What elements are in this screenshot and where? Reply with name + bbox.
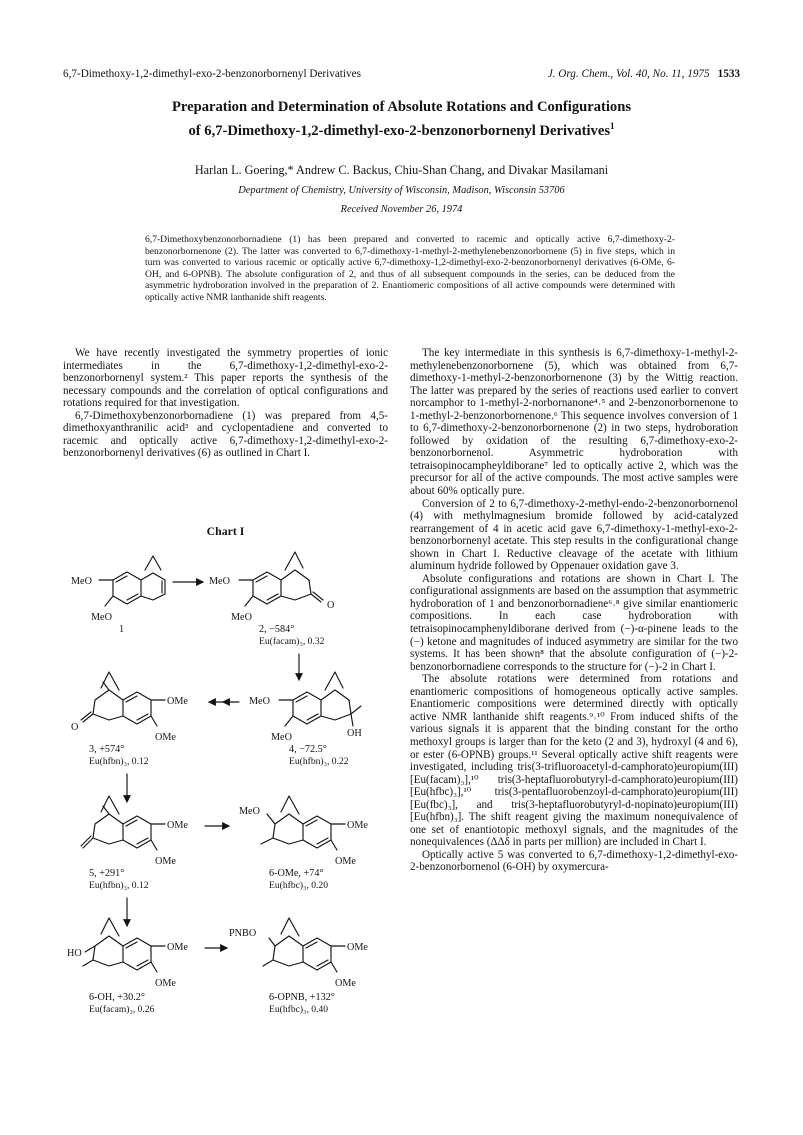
- compound-3-reagent: Eu(hfbn)₃, 0.12: [89, 756, 149, 767]
- compound-2-structure: [239, 552, 323, 606]
- compound-1-structure: [99, 556, 165, 606]
- meo-label: MeO: [271, 732, 292, 743]
- meo-label: MeO: [231, 612, 252, 623]
- meo-label: MeO: [71, 576, 92, 587]
- title-footnote-mark: 1: [610, 121, 615, 131]
- compound-5-reagent: Eu(hfbn)₃, 0.12: [89, 880, 149, 891]
- compound-6ome-label: 6-OMe, +74°: [269, 868, 324, 879]
- ome-label: OMe: [335, 856, 356, 867]
- ome-label: OMe: [167, 696, 188, 707]
- author-list: Harlan L. Goering,* Andrew C. Backus, Chiu-Shan Chang, and Divakar Masilamani: [194, 163, 609, 177]
- ome-label: OMe: [155, 978, 176, 989]
- paragraph: The absolute rotations were determined from rotations and enantiomeric compositions of homogeneous optically active samples. Enantiomeric compositions were determined directly with optically active NMR lanthanide shift reagents.⁹˒¹⁰ From induced shifts of the various signals it is apparent that the binding constant for the ortho methoxyl groups is larger than for the keto (2 and 3), hydroxyl (4 and 6), or ester (6-OPNB) groups.¹¹ Several optically active shift reagents were investigated, including tris(3-trifluoroacetyl-d-camphorato)europium(III) [Eu(facam)₃],¹⁰ tris(3-heptafluorobutyryl-d-camphorato)europium(III) [Eu(hfbc)₃],¹⁰ tris(3-pentafluorobenzoyl-d-camphorato)europium(III) [Eu(fbc)₃], and tris(3-heptafluorobutyryl-d-nopinato)europium(III) [Eu(hfbn)₃]. The shift reagent giving the maximum nonequivalence of one set of enantiotopic methoxyl signals, and the magnitudes of the nonequivalences (ΔΔδ in parts per million) are included in Chart I.: [410, 673, 738, 849]
- ome-label: OMe: [335, 978, 356, 989]
- paragraph: Absolute configurations and rotations are shown in Chart I. The configurational assignments are based on the assumption that asymmetric hydroboration of 1 and benzonorbornadiene⁶˒⁸ give similar enantiomeric compositions. In each case hydroboration with tetraisopinocamphenyldiborane derived from (−)-α-pinene leads to the (−) ketone and magnitudes of induced asymmetry are similar for the two systems. It has been shown⁸ that the absolute configuration of (−)-2-benzonorbornadiene corresponds to the structure for (−)-2 in Chart I.: [410, 572, 738, 673]
- o-label: O: [327, 600, 335, 611]
- o-label: O: [71, 722, 79, 733]
- running-head-journal: [548, 68, 740, 80]
- compound-1-label: 1: [119, 624, 125, 635]
- paragraph: 6,7-Dimethoxybenzonorbornadiene (1) was prepared from 4,5-dimethoxyanthranilic acid³ and cyclopentadiene and converted to racemic and optically active 6,7-dimethoxy-1,2-dimethyl-exo-2-benzonorbornenyl derivatives (6) as outlined in Chart I.: [63, 409, 388, 460]
- compound-5-label: 5, +291°: [89, 868, 125, 879]
- meo-label: MeO: [91, 612, 112, 623]
- paragraph: We have recently investigated the symmetry properties of ionic intermediates in the 6,7-dimethoxy-1,2-dimethyl-exo-2-benzonorbornenyl system.² This paper reports the synthesis of the necessary compounds and the correlation of optical configurations and rotations required for that investigation.: [63, 347, 388, 410]
- compound-6oh-structure: [83, 918, 165, 972]
- right-column: [410, 347, 738, 874]
- running-head-title: 6,7-Dimethoxy-1,2-dimethyl-exo-2-benzonorbornenyl Derivatives: [63, 68, 361, 80]
- compound-2-reagent: Eu(facam)₃, 0.32: [259, 636, 325, 647]
- ho-label: HO: [67, 948, 82, 959]
- compound-2-label: 2, −584°: [259, 624, 295, 635]
- received-date: Received November 26, 1974: [340, 204, 463, 215]
- title-line-1: Preparation and Determination of Absolute Rotations and Configurations: [171, 99, 632, 115]
- left-column: [63, 347, 388, 460]
- compound-6oh-label: 6-OH, +30.2°: [89, 992, 145, 1003]
- ome-label: OMe: [347, 820, 368, 831]
- compound-3-structure: [81, 672, 165, 726]
- compound-6oh-reagent: Eu(facam)₃, 0.26: [89, 1004, 155, 1015]
- journal-citation: J. Org. Chem., Vol. 40, No. 11, 1975: [547, 68, 710, 80]
- reaction-scheme-svg: [63, 540, 388, 1050]
- ome-label: OMe: [167, 820, 188, 831]
- compound-4-label: 4, −72.5°: [289, 744, 327, 755]
- running-head: [63, 68, 740, 84]
- compound-6ome-structure: [261, 796, 345, 850]
- compound-4-structure: [279, 672, 361, 726]
- title-line-2: [63, 117, 740, 141]
- article-title: [63, 98, 740, 141]
- compound-4-reagent: Eu(hfbn)₃, 0.22: [289, 756, 349, 767]
- ome-label: OMe: [155, 732, 176, 743]
- pnbo-label: PNBO: [229, 928, 257, 939]
- compound-6opnb-label: 6-OPNB, +132°: [269, 992, 335, 1003]
- ome-label: OMe: [167, 942, 188, 953]
- compound-6ome-reagent: Eu(hfbc)₃, 0.20: [269, 880, 329, 891]
- oh-label: OH: [347, 728, 362, 739]
- ome-label: OMe: [347, 942, 368, 953]
- compound-6opnb-structure: [263, 918, 345, 972]
- reaction-scheme: [63, 540, 388, 1050]
- meo-label: MeO: [209, 576, 230, 587]
- paragraph: Conversion of 2 to 6,7-dimethoxy-2-methyl-endo-2-benzonorbornenol (4) with methylmagnesium bromide followed by acid-catalyzed rearrangement of 4 in acetic acid gave 6,7-dimethoxy-1-methyl-exo-2-benzonorbornenyl acetate. This step results in the configurational change shown in Chart I. Reductive cleavage of the acetate with lithium aluminum hydride followed by Oppenauer oxidation gave 3.: [410, 497, 738, 573]
- meo-label: MeO: [249, 696, 270, 707]
- compound-5-structure: [81, 796, 165, 850]
- compound-6opnb-reagent: Eu(hfbc)₃, 0.40: [269, 1004, 329, 1015]
- compound-3-label: 3, +574°: [89, 744, 125, 755]
- meo-label: MeO: [239, 806, 260, 817]
- page-number: 1533: [717, 68, 740, 80]
- affiliation: Department of Chemistry, University of Wisconsin, Madison, Wisconsin 53706: [238, 185, 565, 196]
- chart-title: Chart I: [206, 524, 245, 538]
- title-line-2-text: of 6,7-Dimethoxy-1,2-dimethyl-exo-2-benzonorbornenyl Derivatives: [188, 122, 611, 139]
- ome-label: OMe: [155, 856, 176, 867]
- paragraph: The key intermediate in this synthesis is 6,7-dimethoxy-1-methyl-2-methylenebenzonorbornene (5), which was obtained from 6,7-dimethoxy-1-methyl-2-benzonorbornenone (3) by the Wittig reaction. The latter was prepared by the series of reactions used earlier to convert norcamphor to 1-methyl-2-norbornanone⁴˒⁵ and 2-benzonorbornenone to 1-methyl-2-benzonorbornenone.⁶ This sequence involves conversion of 1 to 6,7-dimethoxy-2-benzonorbornenone (2) in two steps, hydroboration followed by oxidation of the resulting 6,7-dimethoxy-exo-2-benzonorbornenol. Asymmetric hydroboration with tetraisopinocampheyldiborane⁷ led to optically active 2, which was the precursor for all of the active compounds. The most active samples were about 60% optically pure.: [410, 347, 738, 498]
- abstract: 6,7-Dimethoxybenzonorbornadiene (1) has been prepared and converted to racemic and optically active 6,7-dimethoxy-2-benzonorbornenone (2). The latter was converted to 6,7-dimethoxy-1-methyl-2-methylenebenzonorbornene (5) in five steps, which in turn was converted to various racemic or optically active 6,7-dimethoxy-1,2-dimethyl-exo-2-benzonorbornenyl derivatives (6-OMe, 6-OH, and 6-OPNB). The absolute configuration of 2, and thus of all subsequent compounds in the series, can be deduced from the asymmetric hydroboration involved in the preparation of 2. Enantiomeric compositions of all active compounds were determined with optically active NMR lanthanide shift reagents.: [145, 234, 675, 303]
- paragraph: Optically active 5 was converted to 6,7-dimethoxy-1,2-dimethyl-exo-2-benzonorbornenol (6-OH) by oxymercura-: [410, 848, 738, 874]
